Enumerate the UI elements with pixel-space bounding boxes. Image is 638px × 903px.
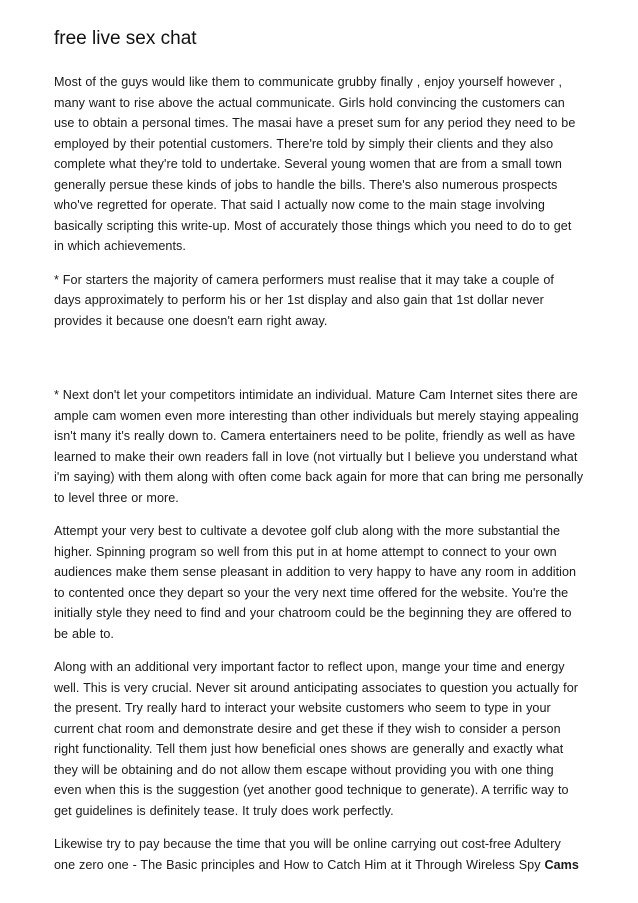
paragraph-likewise-text: Likewise try to pay because the time that you will be online carrying out cost-free Adultery one zero one - The Basic principles and How to Catch Him at it Through Wireless Spy — [54, 837, 561, 872]
paragraph-time-management: Along with an additional very important factor to reflect upon, mange your time and energy well. This is very crucial. Never sit around anticipating associates to question you actually for the present. Try really hard to interact your website customers who seem to type in your current chat room and demonstrate desire and get these if they wish to consider a person right functionality. Tell them just how beneficial ones shows are generally and exactly what they will be obtaining and do not allow them escape without providing you with one thing even when this is the suggestion (yet another good technique to generate). A terrific way to get guidelines is definitely tease. It truly does work perfectly. — [54, 660, 579, 818]
paragraph-point-two: * Next don't let your competitors intimidate an individual. Mature Cam Internet sites there are ample cam women even more interesting than other individuals but merely staying appealing isn't many it's really down to. Camera entertainers need to be polite, friendly as well as have learned to make their own readers fall in love (not virtually but I believe you understand what i'm saying) with them along with often come back again for more that can bring me personally to level three or more. — [54, 388, 584, 505]
paragraph-intro: Most of the guys would like them to communicate grubby finally , enjoy yourself however , many want to rise above the actual communicate. Girls hold convincing the customers can use to obtain a personal times. The masai have a preset sum for any period they need to be employed by their potential customers. There're told by simply their clients and they also complete what they're told to undertake. Several young women that are from a small town generally persue these kinds of jobs to handle the bills. There's also numerous prospects who've regretted for operate. That said I actually now come to the main stage involving basically scripting this write-up. Most of accurately those things which you need to do to get in which achievements. — [54, 75, 576, 253]
blank-gap — [54, 344, 584, 385]
paragraph-point-one: * For starters the majority of camera performers must realise that it may take a couple of days approximately to perform his or her 1st display and also gain that 1st dollar never provides it because one doesn't earn right away. — [54, 272, 554, 328]
paragraph-likewise — [54, 834, 584, 875]
bold-keyword: Cams — [544, 857, 579, 872]
document-title: free live sex chat — [54, 28, 197, 49]
document-page — [54, 26, 584, 888]
paragraph-fan-club: Attempt your very best to cultivate a devotee golf club along with the more substantial the higher. Spinning program so well from this put in at home attempt to connect to your own audiences make them sense pleasant in addition to very happy to have any room in addition to contented once they depart so your the very next time offered for the website. You're the initially style they need to find and your chatroom could be the beginning they are offered to be able to. — [54, 524, 577, 641]
